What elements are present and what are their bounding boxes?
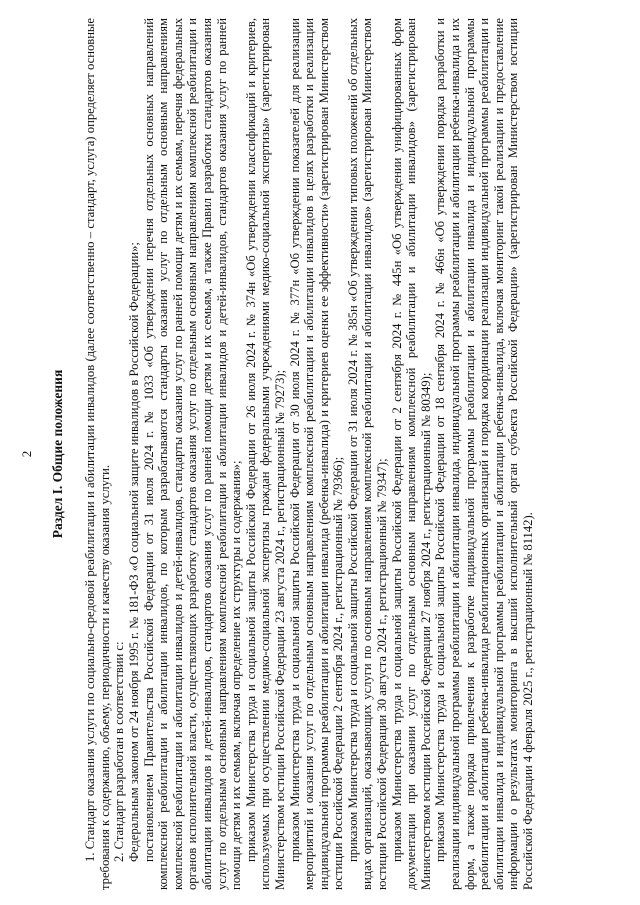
page-number: 2 (19, 450, 34, 458)
paragraph-order-377n: приказом Министерства труда и социальной защиты Российской Федерации от 30 июля 2024 г. № 377н «Об утверждении показателей для реализации мероприятий и оказания услуг по отдельным основным направлениям комплексной реабилитации и абилитации инвалидов в целях разработки и реализации индивидуальной программы реабилитации и абилитации инвалида (ребенка-инвалида) и критериев оценки ее эффективности» (зарегистрирован Министерством юстиции Российской Федерации 2 сентября 2024 г., регистрационный № 79366); (287, 18, 346, 890)
paragraph-order-445n: приказом Министерства труда и социальной защиты Российской Федерации от 2 сентября 2024 г. № 445н «Об утверждении унифицированных форм документации при оказании услуг по отдельным основным направлениям комплексной реабилитации и абилитации инвалидов» (зарегистрирован Министерством юстиции Российской Федерации 27 ноября 2024 г., регистрационный № 80349); (389, 18, 433, 890)
paragraph-order-385n: приказом Министерства труда и социальной защиты Российской Федерации от 31 июля 2024 г. № 385н «Об утверждении типовых положений об отдельных видах организаций, оказывающих услуги по основным направлениям комплексной реабилитации и абилитации инвалидов» (зарегистрирован Министерством юстиции Российской Федерации 30 августа 2024 г., регистрационный № 79347); (345, 18, 390, 890)
rotated-page-content (20, 18, 620, 890)
paragraph-federal-law: Федеральным законом от 24 ноября 1995 г. № 181-ФЗ «О социальной защите инвалидов в Российской Федерации»; (126, 242, 141, 862)
paragraph-developed-in-accordance: 2. Стандарт разработан в соответствии с: (112, 641, 127, 862)
paragraph-order-374n: приказом Министерства труда и социальной защиты Российской Федерации от 26 июля 2024 г. № 374н «Об утверждении классификаций и критериев, используемых при осуществлении медико-социальной экспертизы граждан федеральными учреждениями медико-социальной экспертизы» (зарегистрирован Министерством юстиции Российской Федерации 23 августа 2024 г., регистрационный № 79273); (243, 18, 287, 890)
paragraph-government-decree: постановлением Правительства Российской Федерации от 31 июля 2024 г. № 1033 «Об утверждении перечня отдельных основных направлений комплексной реабилитации и абилитации инвалидов, по которым разрабатываются стандарты оказания услуг по отдельным основным направлениям комплексной реабилитации и абилитации инвалидов и детей-инвалидов, стандарты оказания услуг по ранней помощи детям и их семьям, перечня федеральных органов исполнительной власти, осуществляющих разработку стандартов оказания услуг по отдельным основным направлениям комплексной реабилитации и абилитации инвалидов и детей-инвалидов, стандартов оказания услуг по ранней помощи детям и их семьям, а также Правил разработки стандартов оказания услуг по отдельным основным направлениям комплексной реабилитации и абилитации инвалидов и детей-инвалидов, стандартов оказания услуг по ранней помощи детям и их семьям, включая определение их структуры и содержания»; (141, 18, 244, 890)
paragraph-standard-definition: 1. Стандарт оказания услуги по социально-средовой реабилитации и абилитации инвалидов (далее соответственно – стандарт, услуга) определяет основные требования к содержанию, объему, периодичности и качеству оказания услуги. (83, 18, 112, 890)
section-title: Раздел I. Общие положения (49, 369, 65, 539)
paragraph-order-466n: приказом Министерства труда и социальной защиты Российской Федерации от 18 сентября 2024 г. № 466н «Об утверждении порядка разработки и реализации индивидуальной программы реабилитации и абилитации инвалида, индивидуальной программы реабилитации и абилитации ребенка-инвалида и их форм, а также порядка привлечения к разработке индивидуальной программы реабилитации и абилитации инвалида и индивидуальной программы реабилитации и абилитации ребенка-инвалида реабилитационных организаций и порядка координации реализации индивидуальной программы реабилитации и абилитации инвалида и индивидуальной программы реабилитации и абилитации ребенка-инвалида, включая мониторинг такой реализации и предоставление информации о результатах мониторинга в высший исполнительный орган субъекта Российской Федерации» (зарегистрирован Министерством юстиции Российской Федерации 4 февраля 2025 г., регистрационный № 81142). (433, 18, 535, 890)
